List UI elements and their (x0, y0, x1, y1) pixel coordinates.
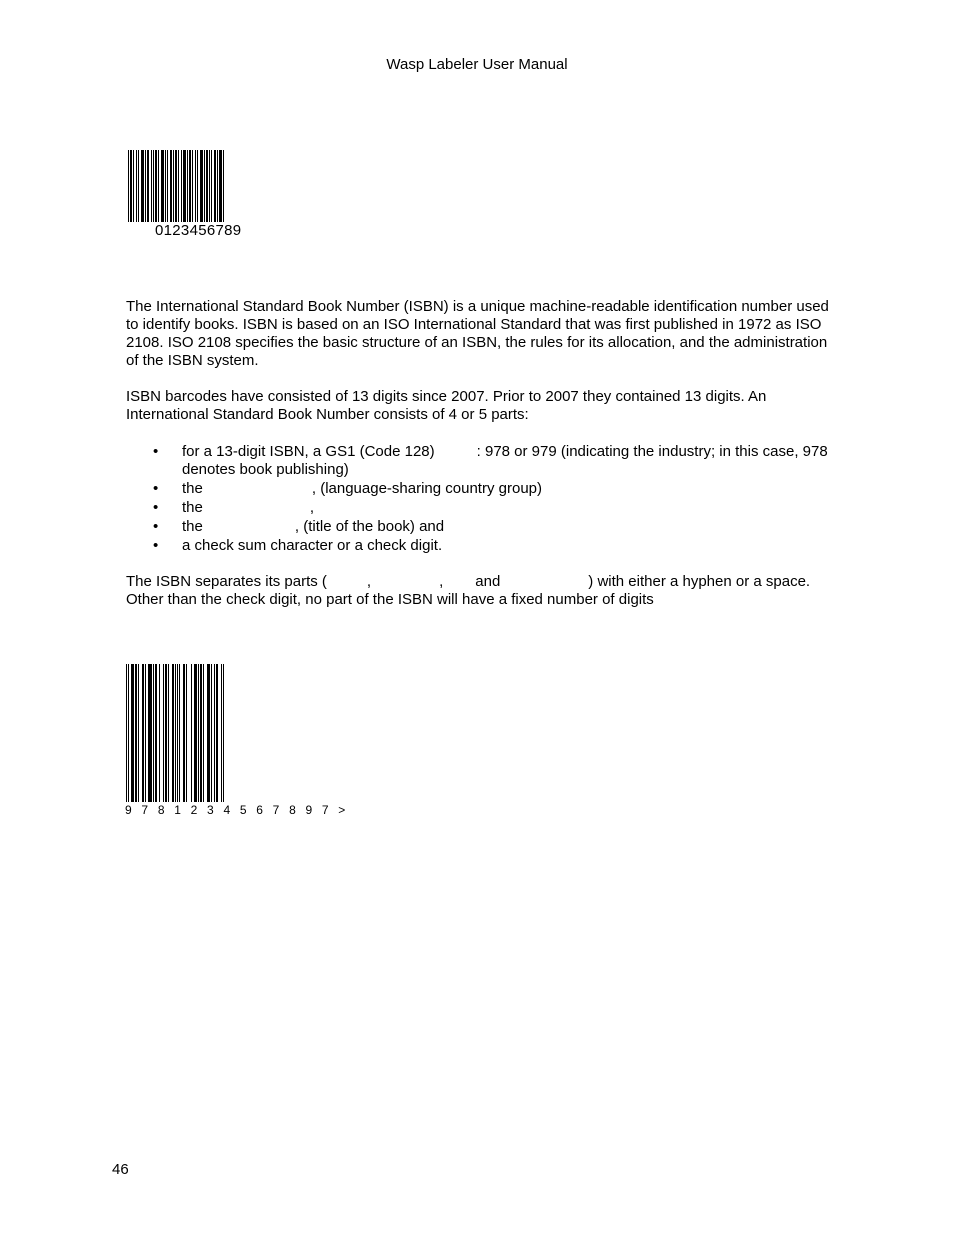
barcode-bar (153, 664, 154, 802)
list-item-text: the (182, 518, 203, 535)
bullet-icon: • (153, 443, 159, 460)
barcode-bar (142, 664, 144, 802)
barcode-bar (163, 664, 164, 802)
barcode-bar (167, 150, 168, 222)
paragraph-text: Other than the check digit, no part of the ISBN will have a fixed number of digits (126, 591, 654, 608)
barcode-bar (186, 664, 187, 802)
barcode-bar (219, 150, 222, 222)
barcode-bar (217, 150, 218, 222)
list-item (126, 443, 841, 479)
barcode-bar (211, 664, 212, 802)
list-item (126, 518, 841, 536)
page-number: 46 (112, 1161, 129, 1178)
barcode-bar (191, 664, 192, 802)
barcode-bar (128, 150, 129, 222)
barcode-bar (204, 150, 205, 222)
barcode-bar (173, 150, 174, 222)
barcode-bar (155, 664, 157, 802)
barcode-bar (206, 150, 208, 222)
list-item (126, 499, 841, 517)
barcode-bar (131, 664, 134, 802)
barcode-bar (216, 664, 218, 802)
paragraph-text: ) with either a hyphen or a space. (588, 573, 811, 590)
barcode-bar (198, 664, 199, 802)
barcode-bar (135, 664, 137, 802)
bullet-icon: • (153, 480, 159, 497)
barcode-bar (200, 150, 203, 222)
barcode-bar (141, 150, 144, 222)
barcode-bar (165, 150, 166, 222)
list-item-text: the (182, 499, 203, 516)
list-item (126, 537, 841, 555)
bullet-icon: • (153, 537, 159, 554)
barcode-bar (223, 664, 224, 802)
barcode-bar (133, 150, 134, 222)
barcode-bar (158, 150, 159, 222)
barcode-bar (183, 664, 185, 802)
barcode-bar (153, 150, 154, 222)
barcode-bar (128, 664, 129, 802)
barcode-bar (203, 664, 204, 802)
list-item-text: , (title of the book) and (294, 518, 445, 535)
barcode-bar (214, 664, 215, 802)
list-item-text: , (309, 499, 315, 516)
barcode-bar (168, 664, 169, 802)
barcode-bar (136, 150, 137, 222)
barcode-bar (192, 150, 193, 222)
barcode-bar (211, 150, 212, 222)
list-item-text: for a 13-digit ISBN, a GS1 (Code 128) (182, 443, 435, 460)
barcode-bar (181, 150, 182, 222)
barcode-bar (221, 664, 222, 802)
barcode-bar (138, 150, 139, 222)
barcode-bar (155, 150, 157, 222)
barcode-bar (145, 150, 146, 222)
barcode-bar (126, 664, 127, 802)
barcode-bar (165, 664, 167, 802)
barcode-bar (138, 664, 139, 802)
barcode-bar (200, 664, 202, 802)
isbn13-barcode-image (126, 664, 298, 818)
barcode-bar (170, 150, 172, 222)
barcode-bar (177, 664, 178, 802)
list-item-text: the (182, 480, 203, 497)
barcode1-human-readable: 0123456789 (155, 222, 242, 239)
bullet-icon: • (153, 499, 159, 516)
list-item-text: , (language-sharing country group) (311, 480, 542, 497)
barcode-bar (187, 150, 188, 222)
barcode-bar (178, 150, 179, 222)
paragraph-text: The ISBN separates its parts ( (126, 573, 327, 590)
bullet-icon: • (153, 518, 159, 535)
barcode2-human-readable: 9 7 8 1 2 3 4 5 6 7 8 9 7 > (125, 803, 349, 817)
list-item-text: a check sum character or a check digit. (182, 537, 443, 554)
barcode-bar (147, 150, 149, 222)
barcode-bar (197, 150, 198, 222)
isbn-parts-list (126, 443, 841, 556)
isbn-separator-paragraph (126, 573, 841, 609)
barcode-bar (175, 150, 177, 222)
barcode-bar (209, 150, 210, 222)
barcode-bar (195, 150, 196, 222)
paragraph-text: and (475, 573, 501, 590)
barcode-bar (175, 664, 176, 802)
barcode-bar (223, 150, 224, 222)
barcode-bar (151, 150, 152, 222)
barcode-bar (159, 664, 160, 802)
barcode-bar (194, 664, 197, 802)
barcode-bar (189, 150, 191, 222)
paragraph-text: , (366, 573, 372, 590)
barcode-bar (179, 664, 180, 802)
barcode-bar (148, 664, 152, 802)
barcode-bar (130, 150, 132, 222)
barcode-bar (183, 150, 186, 222)
list-item-text: : 978 or 979 (indicating the industry; in this case, 978 denotes book publishing) (182, 443, 828, 478)
barcode-bar (145, 664, 146, 802)
barcode-bar (207, 664, 210, 802)
barcode-bar (214, 150, 216, 222)
barcode-bar (161, 150, 164, 222)
paragraph-text: , (439, 573, 444, 590)
isbn-digits-paragraph: ISBN barcodes have consisted of 13 digits since 2007. Prior to 2007 they contained 13 digits. An International Standard Book Number consists of 4 or 5 parts: (126, 388, 767, 423)
barcode-bar (172, 664, 174, 802)
page-header: Wasp Labeler User Manual (386, 56, 568, 73)
list-item (126, 480, 841, 498)
isbn-intro-paragraph: The International Standard Book Number (ISBN) is a unique machine-readable identification number used to identify books. ISBN is based on an ISO International Standard that was first published in 1972 as ISO 2108. ISO 2108 specifies the basic structure of an ISBN, the rules for its allocation, and the administration of the ISBN system. (126, 298, 829, 369)
